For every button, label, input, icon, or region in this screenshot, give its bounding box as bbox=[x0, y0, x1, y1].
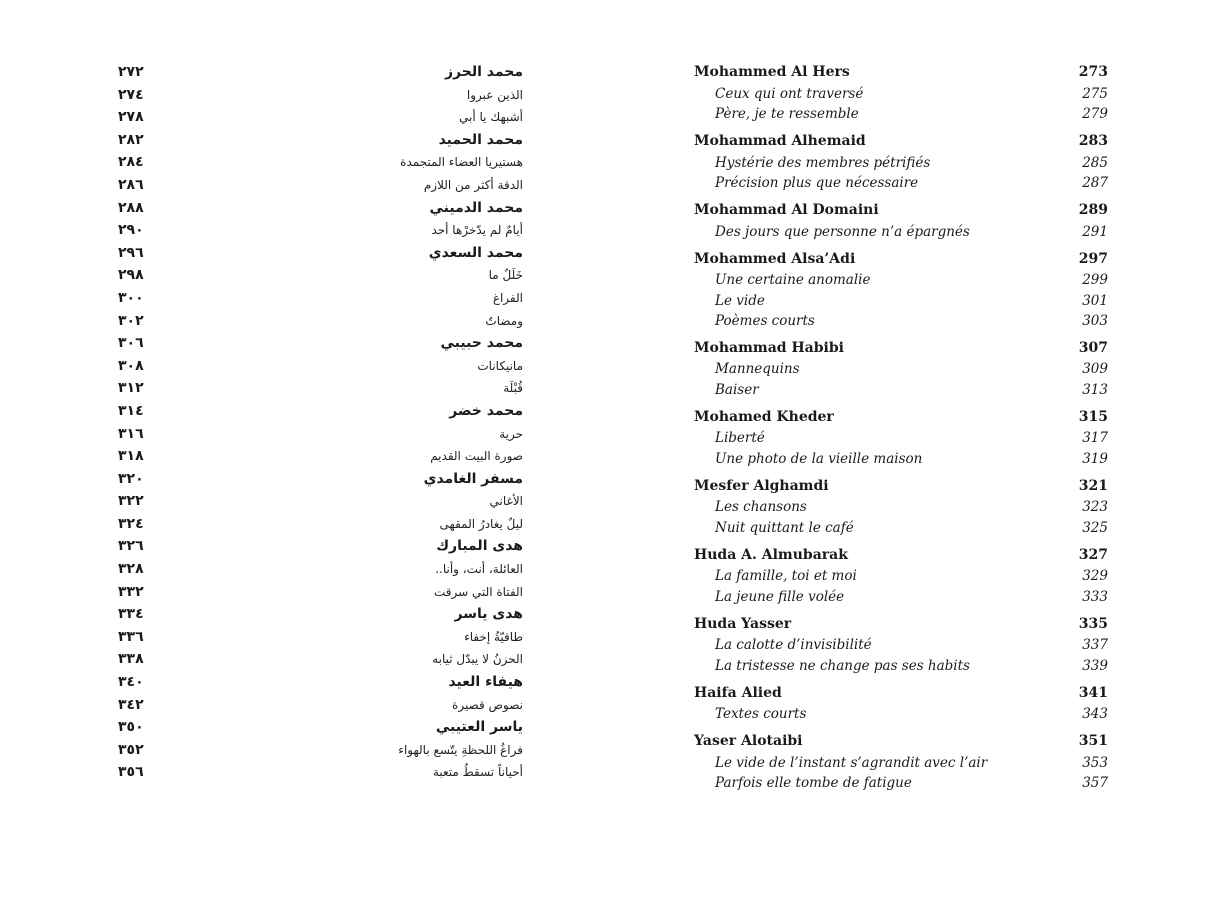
arabic-poem-entry bbox=[118, 288, 523, 311]
french-poem-title: Ceux qui ont traversé bbox=[715, 85, 864, 102]
french-poem-title: Hystérie des membres pétrifiés bbox=[715, 154, 931, 171]
french-poem-page-number: 333 bbox=[1082, 588, 1108, 605]
french-poem-title: Père, je te ressemble bbox=[715, 105, 859, 122]
arabic-poem-entry bbox=[118, 649, 523, 672]
arabic-page-number: ٣٢٨ bbox=[118, 561, 144, 578]
arabic-poem-title: فراغُ اللحظةِ يتّسع بالهواء bbox=[398, 742, 523, 757]
french-poem-entry bbox=[694, 449, 1108, 469]
french-poem-title: Les chansons bbox=[715, 499, 807, 516]
arabic-page-number: ٢٩٠ bbox=[118, 222, 144, 239]
arabic-author-entry bbox=[118, 243, 523, 266]
french-poem-page-number: 325 bbox=[1082, 519, 1108, 536]
french-poem-entry bbox=[694, 518, 1108, 538]
arabic-page-number: ٣٠٠ bbox=[118, 289, 144, 306]
arabic-page-number: ٣٤٢ bbox=[118, 696, 144, 713]
french-poem-entry bbox=[694, 270, 1108, 290]
arabic-poem-entry bbox=[118, 491, 523, 514]
arabic-poem-title: أشبهك يا أبي bbox=[459, 110, 523, 125]
arabic-author-name: هدى ياسر bbox=[454, 606, 523, 623]
french-author-entry bbox=[694, 545, 1108, 567]
french-author-page-number: 307 bbox=[1078, 339, 1108, 356]
french-author-name: Mesfer Alghamdi bbox=[694, 477, 829, 494]
french-author-entry bbox=[694, 131, 1108, 153]
french-poem-title: Liberté bbox=[715, 430, 765, 447]
arabic-page-number: ٣٠٨ bbox=[118, 357, 144, 374]
french-poem-title: Le vide de l’instant s’agrandit avec l’air bbox=[715, 754, 988, 771]
arabic-page-number: ٣٤٠ bbox=[118, 674, 144, 691]
arabic-poem-title: خَلَلٌ ما bbox=[488, 268, 523, 283]
arabic-author-name: ياسر العتيبي bbox=[435, 719, 523, 736]
arabic-author-entry bbox=[118, 401, 523, 424]
arabic-poem-title: أيامٌ لم يدّخرْها أحد bbox=[431, 223, 523, 238]
french-poem-title: Précision plus que nécessaire bbox=[715, 174, 919, 191]
arabic-page-number: ٢٩٨ bbox=[118, 267, 144, 284]
arabic-page-number: ٣٣٨ bbox=[118, 651, 144, 668]
french-poem-title: Une certaine anomalie bbox=[715, 272, 871, 289]
arabic-author-entry bbox=[118, 469, 523, 492]
french-author-section bbox=[694, 131, 1108, 193]
arabic-poem-entry bbox=[118, 695, 523, 718]
french-poem-page-number: 313 bbox=[1082, 381, 1108, 398]
french-author-section bbox=[694, 683, 1108, 725]
french-author-page-number: 315 bbox=[1078, 408, 1108, 425]
arabic-page-number: ٣٣٤ bbox=[118, 606, 144, 623]
french-poem-page-number: 319 bbox=[1082, 450, 1108, 467]
arabic-page-number: ٣٥٦ bbox=[118, 764, 144, 781]
french-poem-page-number: 285 bbox=[1082, 154, 1108, 171]
french-poem-title: La tristesse ne change pas ses habits bbox=[715, 657, 970, 674]
arabic-poem-title: نصوص قصيرة bbox=[452, 697, 523, 712]
french-author-entry bbox=[694, 338, 1108, 360]
arabic-page-number: ٢٨٤ bbox=[118, 154, 144, 171]
arabic-author-name: محمد السعدي bbox=[428, 244, 523, 261]
french-poem-entry bbox=[694, 587, 1108, 607]
arabic-author-name: محمد خضر bbox=[449, 402, 523, 419]
arabic-poem-entry bbox=[118, 152, 523, 175]
french-author-page-number: 289 bbox=[1078, 201, 1108, 218]
arabic-author-entry bbox=[118, 672, 523, 695]
arabic-poem-title: أحياناً تسقطُ متعبة bbox=[432, 765, 523, 780]
french-poem-title: La jeune fille volée bbox=[715, 588, 845, 605]
arabic-author-name: محمد الحميد bbox=[438, 131, 523, 148]
arabic-page-number: ٢٧٤ bbox=[118, 86, 144, 103]
arabic-poem-title: هستيريا العضاء المتجمدة bbox=[400, 155, 523, 170]
french-poem-page-number: 353 bbox=[1082, 754, 1108, 771]
french-author-name: Huda A. Almubarak bbox=[694, 546, 848, 563]
arabic-page-number: ٢٨٢ bbox=[118, 131, 144, 148]
french-author-section bbox=[694, 614, 1108, 676]
french-poem-entry bbox=[694, 153, 1108, 173]
arabic-poem-title: الذين عبروا bbox=[466, 87, 523, 102]
french-author-page-number: 283 bbox=[1078, 132, 1108, 149]
french-author-entry bbox=[694, 249, 1108, 271]
french-table-of-contents bbox=[694, 62, 1108, 800]
arabic-page-number: ٣٢٢ bbox=[118, 493, 144, 510]
french-poem-page-number: 339 bbox=[1082, 657, 1108, 674]
arabic-poem-title: ليلٌ يغادرُ المقهى bbox=[439, 516, 523, 531]
arabic-page-number: ٣١٢ bbox=[118, 380, 144, 397]
arabic-author-entry bbox=[118, 130, 523, 153]
arabic-poem-entry bbox=[118, 762, 523, 785]
french-poem-entry bbox=[694, 380, 1108, 400]
french-author-name: Yaser Alotaibi bbox=[694, 733, 803, 750]
arabic-poem-entry bbox=[118, 446, 523, 469]
arabic-poem-entry bbox=[118, 378, 523, 401]
arabic-page-number: ٣٠٦ bbox=[118, 335, 144, 352]
french-author-entry bbox=[694, 731, 1108, 753]
arabic-page-number: ٢٨٦ bbox=[118, 176, 144, 193]
french-author-section bbox=[694, 476, 1108, 538]
french-poem-page-number: 337 bbox=[1082, 637, 1108, 654]
french-author-entry bbox=[694, 200, 1108, 222]
french-author-page-number: 335 bbox=[1078, 615, 1108, 632]
french-author-name: Haifa Alied bbox=[694, 684, 782, 701]
arabic-author-entry bbox=[118, 717, 523, 740]
french-author-page-number: 297 bbox=[1078, 250, 1108, 267]
arabic-table-of-contents bbox=[118, 62, 523, 785]
french-author-section bbox=[694, 731, 1108, 793]
arabic-author-name: هيفاء العيد bbox=[448, 674, 523, 691]
arabic-page-number: ٢٧٢ bbox=[118, 64, 144, 80]
arabic-page-number: ٢٩٦ bbox=[118, 244, 144, 261]
french-poem-entry bbox=[694, 704, 1108, 724]
arabic-poem-title: حرية bbox=[499, 426, 523, 441]
arabic-poem-title: الحزنُ لا يبدّل ثيابه bbox=[432, 652, 523, 667]
arabic-page-number: ٣٢٠ bbox=[118, 470, 144, 487]
french-poem-entry bbox=[694, 291, 1108, 311]
arabic-author-entry bbox=[118, 604, 523, 627]
french-poem-page-number: 317 bbox=[1082, 430, 1108, 447]
french-poem-entry bbox=[694, 773, 1108, 793]
arabic-poem-entry bbox=[118, 220, 523, 243]
french-poem-entry bbox=[694, 428, 1108, 448]
french-poem-title: Baiser bbox=[715, 381, 759, 398]
arabic-poem-entry bbox=[118, 85, 523, 108]
arabic-page-number: ٣٢٦ bbox=[118, 538, 144, 555]
french-author-entry bbox=[694, 683, 1108, 705]
french-author-entry bbox=[694, 407, 1108, 429]
french-author-name: Mohammad Alhemaid bbox=[694, 132, 866, 149]
french-author-page-number: 273 bbox=[1078, 64, 1108, 80]
french-poem-entry bbox=[694, 173, 1108, 193]
french-author-name: Mohamed Kheder bbox=[694, 408, 834, 425]
french-poem-page-number: 309 bbox=[1082, 361, 1108, 378]
arabic-poem-title: طاقيّةُ إخفاء bbox=[464, 629, 523, 644]
arabic-poem-entry bbox=[118, 582, 523, 605]
french-author-section bbox=[694, 338, 1108, 400]
french-poem-page-number: 299 bbox=[1082, 272, 1108, 289]
arabic-page-number: ٣٥٠ bbox=[118, 719, 144, 736]
french-author-name: Mohammed Al Hers bbox=[694, 64, 850, 80]
french-author-section bbox=[694, 62, 1108, 124]
french-author-page-number: 327 bbox=[1078, 546, 1108, 563]
arabic-page-number: ٣٢٤ bbox=[118, 515, 144, 532]
french-author-entry bbox=[694, 476, 1108, 498]
french-poem-entry bbox=[694, 497, 1108, 517]
arabic-author-name: محمد الدميني bbox=[429, 199, 523, 216]
arabic-poem-title: الدقة أكثر من اللازم bbox=[423, 177, 523, 192]
french-author-entry bbox=[694, 614, 1108, 636]
french-author-page-number: 321 bbox=[1078, 477, 1108, 494]
french-poem-entry bbox=[694, 311, 1108, 331]
arabic-author-name: هدى المبارك bbox=[436, 538, 523, 555]
french-poem-page-number: 303 bbox=[1082, 312, 1108, 329]
arabic-page-number: ٣١٨ bbox=[118, 448, 144, 465]
arabic-page-number: ٣٠٢ bbox=[118, 312, 144, 329]
french-poem-entry bbox=[694, 359, 1108, 379]
french-poem-title: Des jours que personne n’a épargnés bbox=[715, 223, 970, 240]
french-author-page-number: 351 bbox=[1078, 733, 1108, 750]
french-author-page-number: 341 bbox=[1078, 684, 1108, 701]
arabic-page-number: ٣٥٢ bbox=[118, 741, 144, 758]
french-poem-title: Le vide bbox=[715, 292, 765, 309]
french-poem-title: La calotte d’invisibilité bbox=[715, 637, 872, 654]
arabic-author-entry bbox=[118, 62, 523, 85]
french-poem-title: Textes courts bbox=[715, 706, 807, 723]
arabic-poem-title: الأغاني bbox=[489, 494, 523, 509]
french-poem-entry bbox=[694, 566, 1108, 586]
arabic-author-name: محمد الحرز bbox=[444, 64, 523, 80]
french-poem-page-number: 343 bbox=[1082, 706, 1108, 723]
arabic-poem-title: صورة البيت القديم bbox=[430, 449, 523, 464]
arabic-page-number: ٢٨٨ bbox=[118, 199, 144, 216]
french-author-name: Huda Yasser bbox=[694, 615, 792, 632]
french-author-name: Mohammad Habibi bbox=[694, 339, 844, 356]
arabic-poem-entry bbox=[118, 514, 523, 537]
french-poem-title: Une photo de la vieille maison bbox=[715, 450, 923, 467]
french-poem-entry bbox=[694, 84, 1108, 104]
arabic-page-number: ٣١٤ bbox=[118, 402, 144, 419]
french-poem-page-number: 275 bbox=[1082, 85, 1108, 102]
french-poem-page-number: 329 bbox=[1082, 568, 1108, 585]
french-author-entry bbox=[694, 62, 1108, 84]
french-author-section bbox=[694, 249, 1108, 332]
arabic-poem-entry bbox=[118, 311, 523, 334]
arabic-poem-entry bbox=[118, 559, 523, 582]
arabic-poem-entry bbox=[118, 356, 523, 379]
arabic-poem-title: قُبْلَة bbox=[503, 381, 523, 396]
french-poem-entry bbox=[694, 656, 1108, 676]
french-poem-entry bbox=[694, 104, 1108, 124]
french-poem-page-number: 323 bbox=[1082, 499, 1108, 516]
french-poem-title: La famille, toi et moi bbox=[715, 568, 857, 585]
arabic-author-name: محمد حبيبي bbox=[440, 335, 523, 352]
arabic-poem-entry bbox=[118, 424, 523, 447]
arabic-author-entry bbox=[118, 333, 523, 356]
french-poem-page-number: 287 bbox=[1082, 174, 1108, 191]
french-poem-title: Parfois elle tombe de fatigue bbox=[715, 775, 912, 792]
french-poem-title: Nuit quittant le café bbox=[715, 519, 854, 536]
french-poem-title: Mannequins bbox=[715, 361, 800, 378]
arabic-poem-title: الفتاة التي سرقت bbox=[433, 584, 523, 599]
french-poem-page-number: 301 bbox=[1082, 292, 1108, 309]
arabic-poem-entry bbox=[118, 627, 523, 650]
arabic-page-number: ٢٧٨ bbox=[118, 109, 144, 126]
arabic-author-name: مسفر الغامدي bbox=[423, 470, 523, 487]
arabic-page-number: ٣٣٢ bbox=[118, 583, 144, 600]
french-poem-entry bbox=[694, 222, 1108, 242]
arabic-poem-entry bbox=[118, 175, 523, 198]
arabic-poem-title: العائلة، أنت، وأنا.. bbox=[435, 562, 523, 577]
arabic-poem-entry bbox=[118, 107, 523, 130]
french-author-name: Mohammed Alsa’Adi bbox=[694, 250, 856, 267]
arabic-page-number: ٣٣٦ bbox=[118, 628, 144, 645]
arabic-author-entry bbox=[118, 536, 523, 559]
french-poem-title: Poèmes courts bbox=[715, 312, 815, 329]
french-author-section bbox=[694, 200, 1108, 242]
arabic-poem-title: الفراغ bbox=[492, 290, 523, 305]
french-poem-page-number: 279 bbox=[1082, 105, 1108, 122]
french-poem-page-number: 357 bbox=[1082, 775, 1108, 792]
french-poem-entry bbox=[694, 635, 1108, 655]
french-author-section bbox=[694, 545, 1108, 607]
arabic-poem-title: مانيكانات bbox=[477, 358, 523, 373]
arabic-author-entry bbox=[118, 198, 523, 221]
arabic-poem-entry bbox=[118, 740, 523, 763]
arabic-page-number: ٣١٦ bbox=[118, 425, 144, 442]
arabic-poem-entry bbox=[118, 265, 523, 288]
arabic-poem-title: ومضاتٌ bbox=[485, 313, 523, 328]
french-author-name: Mohammad Al Domaini bbox=[694, 201, 879, 218]
french-poem-entry bbox=[694, 753, 1108, 773]
french-author-section bbox=[694, 407, 1108, 469]
french-poem-page-number: 291 bbox=[1082, 223, 1108, 240]
